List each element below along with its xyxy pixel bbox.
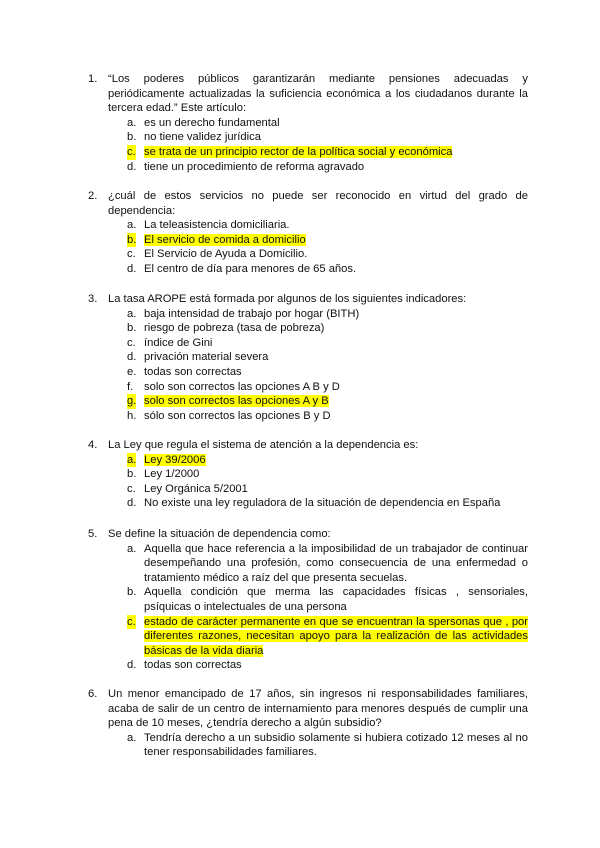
option-c-highlighted: c. se trata de un principio rector de la política social y económica — [127, 145, 453, 158]
question-4 — [88, 438, 528, 511]
option-a: a. La teleasistencia domiciliaria. — [127, 219, 290, 232]
option-d: d. privación material severa — [127, 351, 269, 364]
option-c-highlighted: c. estado de carácter permanente en que se encuentran la spersonas que , por diferentes razones, necesitan apoyo para la realización de las actividades básicas de la vida diaria — [127, 615, 528, 657]
question-number: 5. — [88, 528, 98, 540]
question-text: Se define la situación de dependencia como: — [108, 528, 331, 540]
option-f: f. solo son correctos las opciones A B y D — [127, 380, 340, 393]
option-a-highlighted: a. Ley 39/2006 — [127, 453, 206, 466]
option-d: d. El centro de día para menores de 65 años. — [127, 262, 357, 275]
option-a: a. Aquella que hace referencia a la imposibilidad de un trabajador de continuar desempeñando una profesión, como consecuencia de una enfermedad o tratamiento médico a raíz del que presenta secuelas. — [127, 542, 528, 584]
option-a: a. Tendría derecho a un subsidio solamente si hubiera cotizado 12 meses al no tener responsabilidades familiares. — [127, 731, 528, 759]
option-d: d. No existe una ley reguladora de la situación de dependencia en España — [127, 497, 501, 510]
option-e: e. todas son correctas — [127, 365, 242, 378]
question-number: 1. — [88, 73, 98, 85]
option-d: d. todas son correctas — [127, 659, 242, 672]
question-text: ¿cuál de estos servicios no puede ser reconocido en virtud del grado de dependencia: — [108, 190, 528, 217]
option-b: b. no tiene validez jurídica — [127, 131, 261, 144]
option-c: c. Ley Orgánica 5/2001 — [127, 482, 248, 495]
options-list — [88, 453, 528, 511]
option-g-highlighted: g. solo son correctos las opciones A y B — [127, 395, 329, 408]
question-text: La tasa AROPE está formada por algunos de los siguientes indicadores: — [108, 293, 467, 305]
options-list — [88, 542, 528, 673]
question-1 — [88, 72, 528, 174]
option-c: c. índice de Gini — [127, 336, 213, 349]
option-b: b. riesgo de pobreza (tasa de pobreza) — [127, 322, 325, 335]
options-list — [88, 218, 528, 276]
question-text: “Los poderes públicos garantizarán mediante pensiones adecuadas y periódicamente actualizadas la suficiencia económica a los ciudadanos durante la tercera edad.” Este artículo: — [108, 73, 528, 115]
question-number: 4. — [88, 439, 98, 451]
question-5 — [88, 527, 528, 673]
option-b: b. Ley 1/2000 — [127, 468, 200, 481]
question-number: 6. — [88, 688, 98, 700]
question-text: Un menor emancipado de 17 años, sin ingresos ni responsabilidades familiares, acaba de salir de un centro de internamiento para menores después de cumplir una pena de 10 meses, ¿tendría derecho a algún subsidio? — [108, 688, 528, 730]
option-h: h. sólo son correctos las opciones B y D — [127, 409, 331, 422]
options-list — [88, 731, 528, 760]
options-list — [88, 116, 528, 174]
question-number: 2. — [88, 190, 98, 202]
option-c: c. El Servicio de Ayuda a Domicilio. — [127, 248, 308, 261]
question-number: 3. — [88, 293, 98, 305]
option-b: b. Aquella condición que merma las capacidades físicas , sensoriales, psíquicas o intelectuales de una persona — [127, 586, 528, 613]
option-a: a. es un derecho fundamental — [127, 116, 280, 129]
option-d: d. tiene un procedimiento de reforma agravado — [127, 160, 365, 173]
question-2 — [88, 189, 528, 277]
option-a: a. baja intensidad de trabajo por hogar (BITH) — [127, 307, 360, 320]
option-b-highlighted: b. El servicio de comida a domicilio — [127, 233, 306, 246]
question-text: La Ley que regula el sistema de atención a la dependencia es: — [108, 439, 419, 451]
question-3 — [88, 292, 528, 423]
question-6 — [88, 687, 528, 760]
options-list — [88, 307, 528, 424]
